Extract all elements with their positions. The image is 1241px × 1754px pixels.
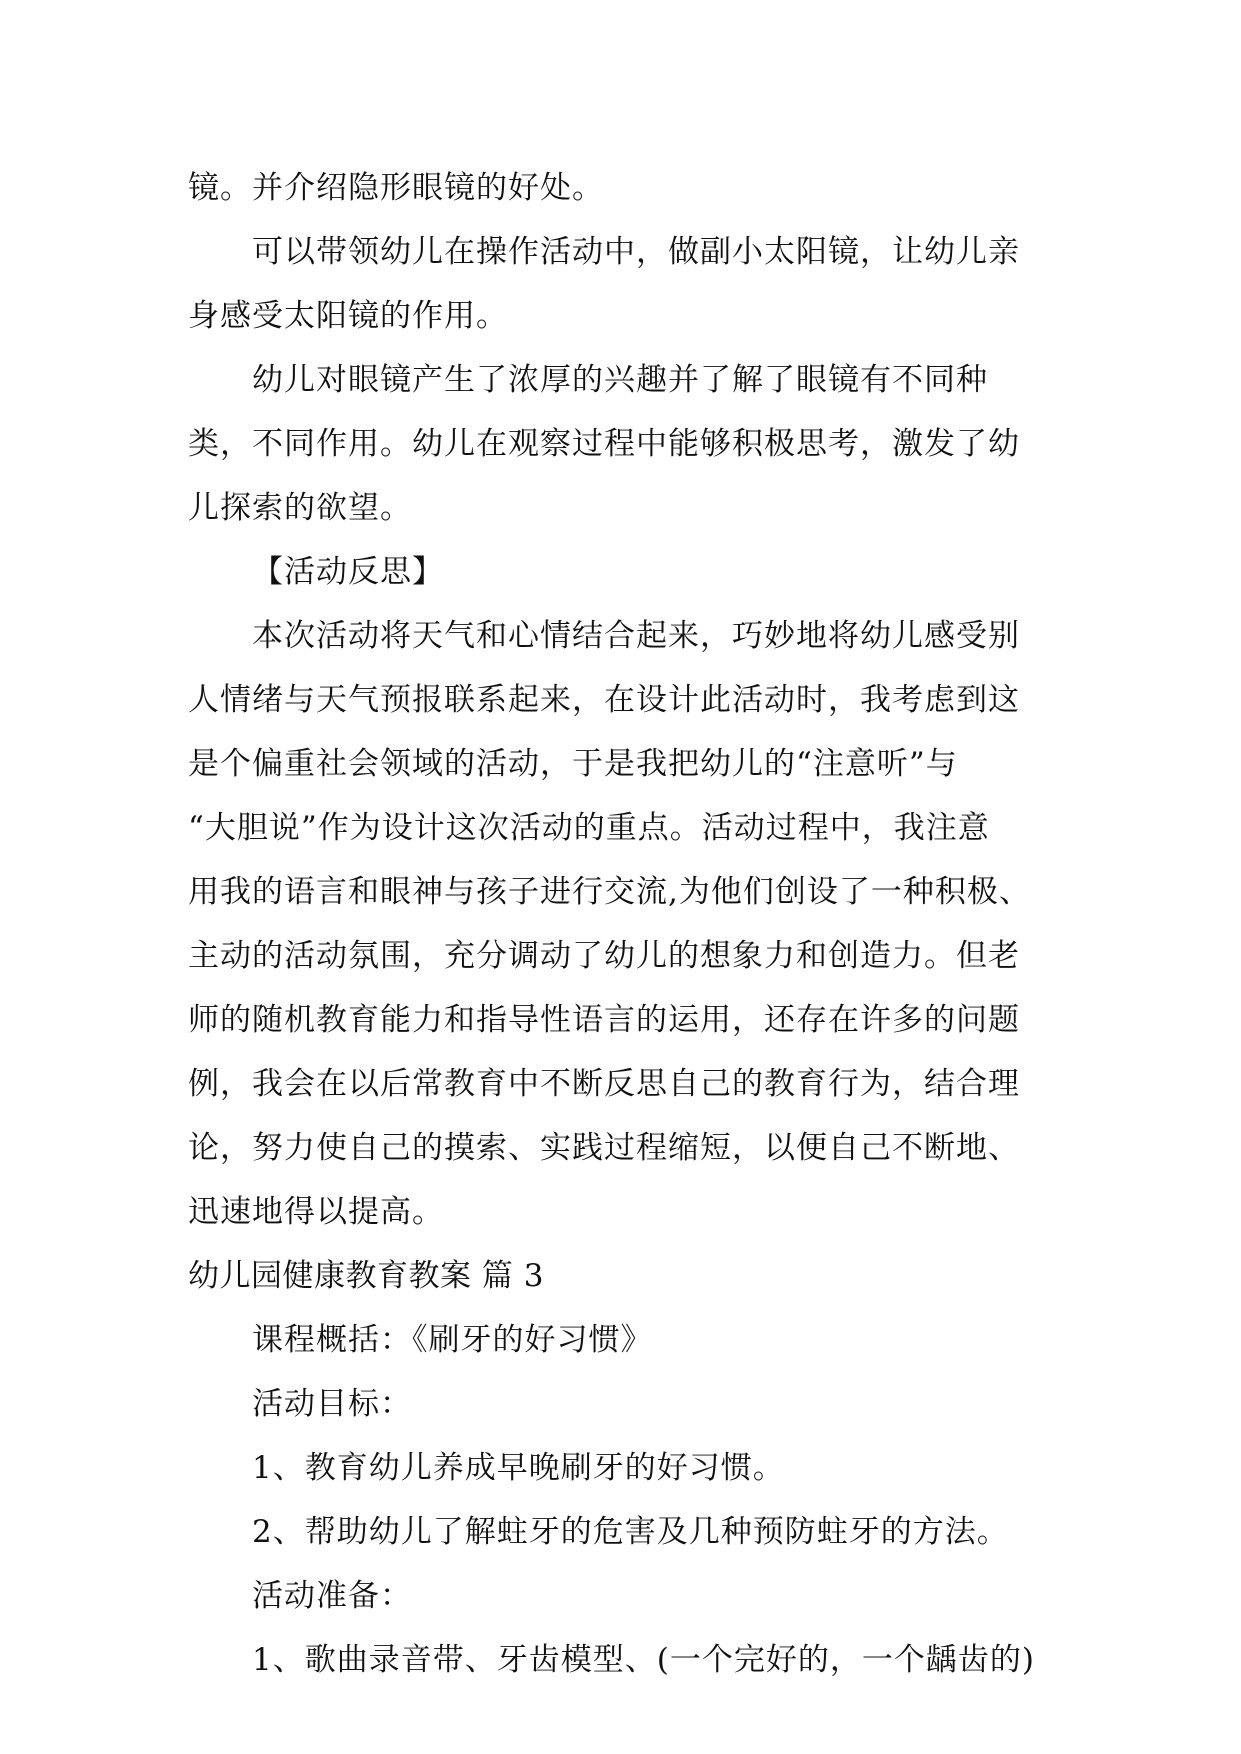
text-line: 迅速地得以提高。: [188, 1194, 444, 1230]
text-line: 课程概括：《刷牙的好习惯》: [252, 1322, 653, 1358]
text-line: 论，努力使自己的摸索、实践过程缩短，以便自己不断地、: [188, 1130, 1020, 1166]
document-body: [188, 156, 1058, 1692]
text-line: 主动的活动氛围，充分调动了幼儿的想象力和创造力。但老: [188, 938, 1020, 974]
text-line: 活动目标：: [252, 1386, 412, 1422]
section-heading: 【活动反思】: [252, 554, 444, 590]
text-line: 身感受太阳镜的作用。: [188, 298, 508, 334]
lesson-title: 幼儿园健康教育教案 篇 3: [188, 1258, 544, 1294]
text-line: 活动准备：: [252, 1578, 412, 1614]
text-line: 用我的语言和眼神与孩子进行交流,为他们创设了一种积极、: [188, 874, 1031, 910]
list-item: 1、教育幼儿养成早晚刷牙的好习惯。: [252, 1450, 785, 1486]
list-item: 1、歌曲录音带、牙齿模型、(一个完好的，一个龋齿的): [252, 1642, 1035, 1678]
text-line: 可以带领幼儿在操作活动中，做副小太阳镜，让幼儿亲: [252, 234, 1020, 270]
text-line: 幼儿对眼镜产生了浓厚的兴趣并了解了眼镜有不同种: [252, 362, 988, 398]
text-line: 类，不同作用。幼儿在观察过程中能够积极思考，激发了幼: [188, 426, 1020, 462]
list-item: 2、帮助幼儿了解蛀牙的危害及几种预防蛀牙的方法。: [252, 1514, 1009, 1550]
text-line: 镜。并介绍隐形眼镜的好处。: [188, 170, 604, 206]
text-line: 本次活动将天气和心情结合起来，巧妙地将幼儿感受别: [252, 618, 1020, 654]
text-line: 是个偏重社会领域的活动，于是我把幼儿的“注意听”与: [188, 746, 958, 782]
text-line: “大胆说”作为设计这次活动的重点。活动过程中，我注意: [188, 810, 990, 846]
text-line: 师的随机教育能力和指导性语言的运用，还存在许多的问题: [188, 1002, 1020, 1038]
text-line: 人情绪与天气预报联系起来，在设计此活动时，我考虑到这: [188, 682, 1020, 718]
text-line: 儿探索的欲望。: [188, 490, 412, 526]
text-line: 例，我会在以后常教育中不断反思自己的教育行为，结合理: [188, 1066, 1020, 1102]
